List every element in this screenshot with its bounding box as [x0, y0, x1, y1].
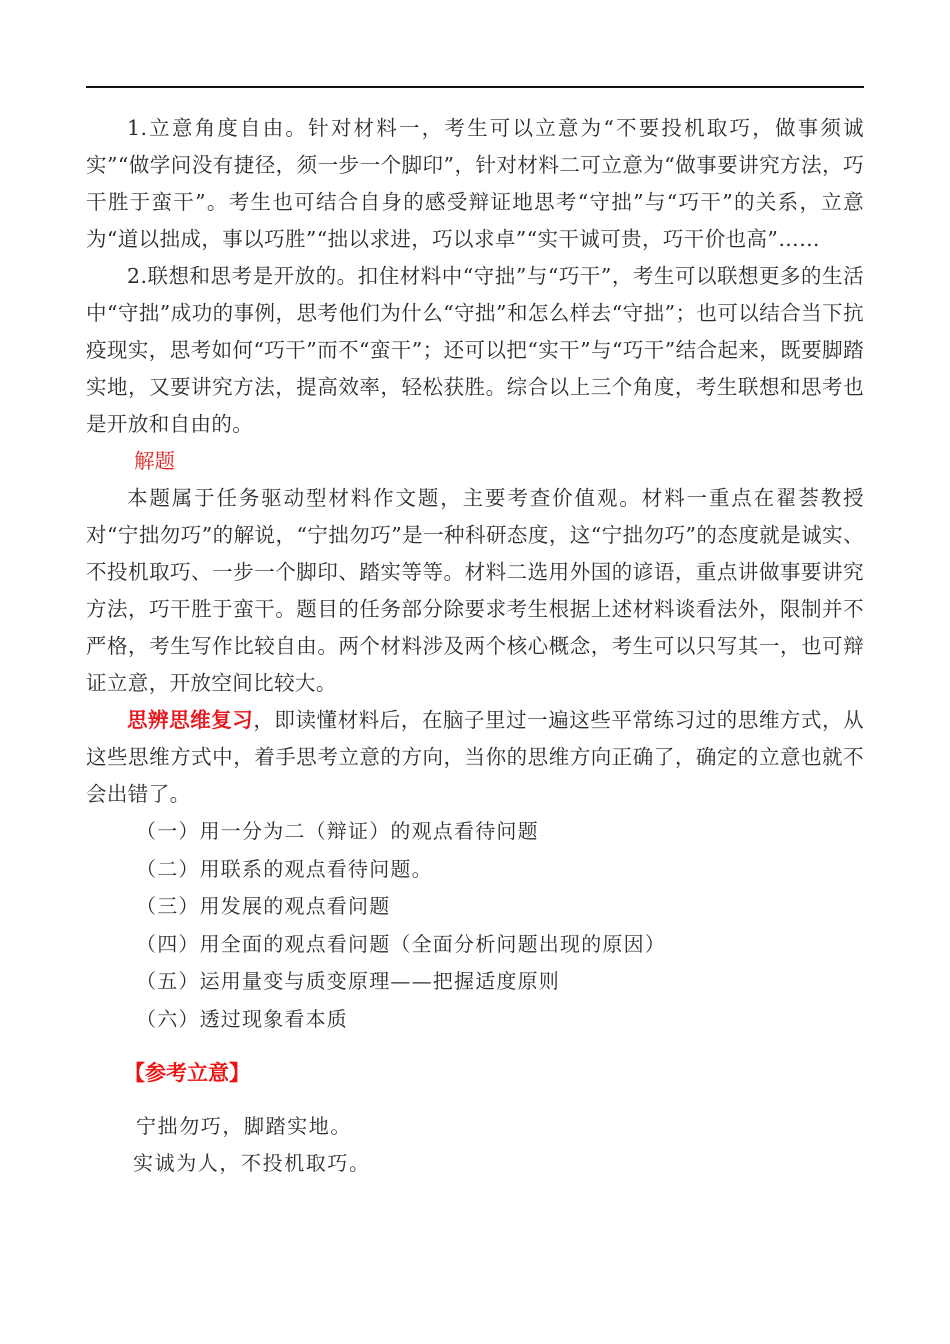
list-item: （三）用发展的观点看问题	[136, 894, 391, 918]
paragraph-open-thinking: 2.联想和思考是开放的。扣住材料中“守拙”与“巧干”，考生可以联想更多的生活中“守拙”成功的事例，思考他们为什么“守拙”和怎么样去“守拙”；也可以结合当下抗疫现实，思考如何“巧干”而不“蛮干”；还可以把“实干”与“巧干”结合起来，既要脚踏实地，又要讲究方法，提高效率，轻松获胜。综合以上三个角度，考生联想和思考也是开放和自由的。	[86, 264, 864, 436]
list-item: （四）用全面的观点看问题（全面分析问题出现的原因）	[136, 931, 666, 956]
reference-item: 宁拙勿巧，脚踏实地。	[136, 1114, 352, 1138]
document-page	[86, 110, 864, 1182]
list-item: （二）用联系的观点看待问题。	[136, 856, 433, 881]
thinking-emphasis: 思辨思维复习	[127, 708, 254, 732]
reference-title: 【参考立意】	[124, 1061, 250, 1085]
thinking-body: ，即读懂材料后，在脑子里过一遍这些平常练习过的思维方式，从这些思维方式中，着手思考立意的方向，当你的思维方向正确了，确定的立意也就不会出错了。	[86, 708, 864, 806]
list-item: （六）透过现象看本质	[136, 1006, 348, 1031]
analysis-body: 本题属于任务驱动型材料作文题，主要考查价值观。材料一重点在翟荟教授对“宁拙勿巧”的解说，“宁拙勿巧”是一种科研态度，这“宁拙勿巧”的态度就是诚实、不投机取巧、一步一个脚印、踏实等等。材料二选用外国的谚语，重点讲做事要讲究方法，巧干胜于蛮干。题目的任务部分除要求考生根据上述材料谈看法外，限制并不严格，考生写作比较自由。两个材料涉及两个核心概念，考生可以只写其一，也可辩证立意，开放空间比较大。	[86, 486, 864, 695]
analysis-heading: 解题	[134, 449, 175, 473]
list-item: （五）运用量变与质变原理——把握适度原则	[136, 969, 560, 993]
thinking-paragraph	[86, 702, 864, 813]
list-item: （一）用一分为二（辩证）的观点看待问题	[136, 819, 539, 843]
thinking-methods-list	[86, 813, 864, 1038]
header-rule	[86, 86, 864, 88]
paragraph-angle-freedom: 1.立意角度自由。针对材料一，考生可以立意为“不要投机取巧，做事须诚实”“做学问没有捷径，须一步一个脚印”，针对材料二可立意为“做事要讲究方法，巧干胜于蛮干”。考生也可结合自身的感受辩证地思考“守拙”与“巧干”的关系，立意为“道以拙成，事以巧胜”“拙以求进，巧以求卓”“实干诚可贵，巧干价也高”……	[86, 116, 864, 251]
reference-item: 实诚为人，不投机取巧。	[133, 1151, 371, 1175]
reference-list	[86, 1108, 864, 1182]
